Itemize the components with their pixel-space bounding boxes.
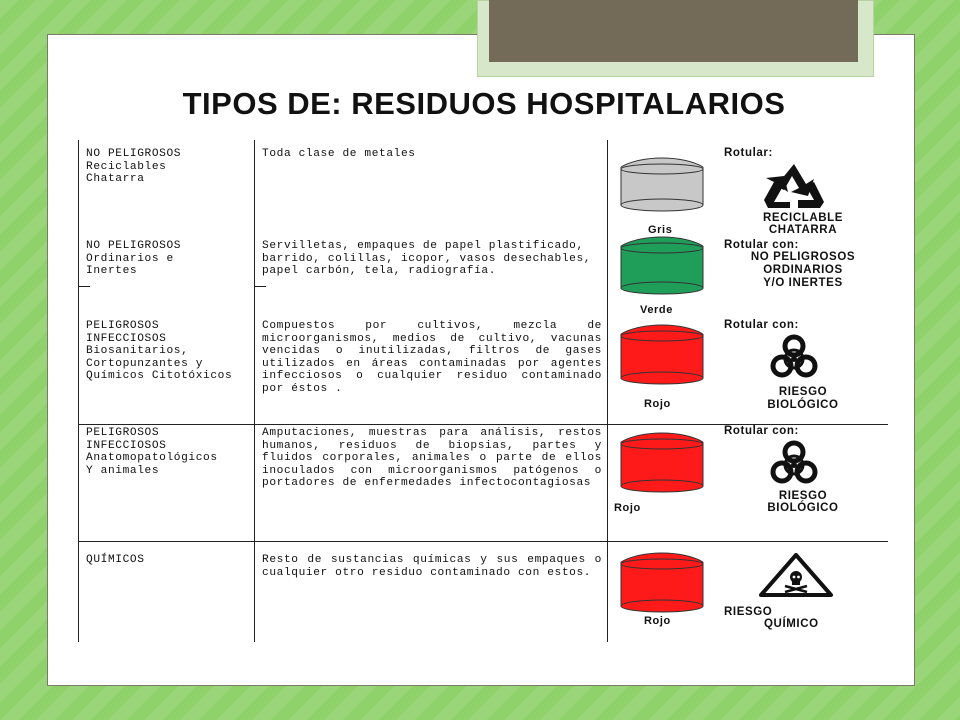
row-2-rotular: Rotular con: bbox=[724, 239, 799, 251]
table-divider-col1 bbox=[254, 140, 255, 642]
row-2-leyenda-2: ORDINARIOS bbox=[763, 264, 843, 276]
row-5-color-label: Rojo bbox=[644, 615, 671, 627]
row-divider bbox=[78, 286, 90, 287]
row-4-descripcion: Amputaciones, muestras para análisis, restos humanos, residuos de biopsias, partes y fluidos corporales, animales o parte de ellos inoculados con microorganismos patógenos o portadores de enfermedades infectocontagiosas bbox=[262, 427, 602, 490]
biohazard-icon bbox=[754, 438, 834, 488]
green-bin-icon bbox=[617, 232, 707, 300]
row-4-tipo: PELIGROSOS INFECCIOSOS Anatomopatológicos Y animales bbox=[86, 427, 218, 477]
row-divider bbox=[78, 541, 888, 542]
row-4-rotular: Rotular con: bbox=[724, 425, 799, 437]
row-divider bbox=[254, 286, 266, 287]
row-1-leyenda-1: RECICLABLE bbox=[762, 212, 844, 224]
row-5-tipo: QUÍMICOS bbox=[86, 554, 145, 566]
red-bin-icon bbox=[617, 428, 707, 498]
title-tab bbox=[489, 0, 858, 62]
biohazard-icon bbox=[754, 332, 834, 382]
row-5-leyenda-2: QUÍMICO bbox=[764, 618, 819, 630]
row-1-tipo: NO PELIGROSOS Reciclables Chatarra bbox=[86, 148, 182, 186]
recycle-icon bbox=[754, 160, 834, 210]
row-4-leyenda-1: RIESGO bbox=[778, 490, 828, 502]
row-4-color-label: Rojo bbox=[614, 502, 641, 514]
slide-title: TIPOS DE: RESIDUOS HOSPITALARIOS bbox=[182, 86, 786, 121]
row-4-leyenda-2: BIOLÓGICO bbox=[767, 502, 839, 514]
waste-table bbox=[78, 140, 888, 642]
row-3-tipo: PELIGROSOS INFECCIOSOS Biosanitarios, Cortopunzantes y Químicos Citotóxicos bbox=[86, 320, 233, 383]
red-bin-icon bbox=[617, 320, 707, 390]
row-2-leyenda-3: Y/O INERTES bbox=[763, 277, 843, 289]
row-2-tipo: NO PELIGROSOS Ordinarios e Inertes bbox=[86, 240, 182, 278]
row-1-descripcion: Toda clase de metales bbox=[262, 148, 416, 160]
row-3-leyenda-2: BIOLÓGICO bbox=[767, 399, 839, 411]
row-1-rotular: Rotular: bbox=[724, 147, 773, 159]
row-2-color-label: Verde bbox=[640, 304, 673, 316]
table-divider-col2 bbox=[607, 140, 608, 642]
row-5-leyenda-1: RIESGO bbox=[724, 606, 773, 618]
row-1-color-label: Gris bbox=[648, 224, 673, 236]
row-3-rotular: Rotular con: bbox=[724, 319, 799, 331]
row-2-descripcion: Servilletas, empaques de papel plastificado, barrido, colillas, icopor, vasos desechables, papel carbón, tela, radiografía. bbox=[262, 240, 592, 278]
row-5-descripcion: Resto de sustancias químicas y sus empaques o cualquier otro residuo contaminado con estos. bbox=[262, 554, 602, 579]
row-3-descripcion: Compuestos por cultivos, mezcla de microorganismos, medios de cultivo, vacunas vencidas o inutilizadas, filtros de gases utilizados en áreas contaminadas por agentes infecciosos o cualquier residuo contaminado por éstos . bbox=[262, 320, 602, 395]
row-1-leyenda-2: CHATARRA bbox=[768, 224, 838, 236]
gray-bin-icon bbox=[617, 155, 707, 217]
red-bin-icon bbox=[617, 548, 707, 618]
table-border-left bbox=[78, 140, 79, 642]
row-3-color-label: Rojo bbox=[644, 398, 671, 410]
row-2-leyenda-1: NO PELIGROSOS bbox=[750, 251, 856, 263]
skull-warning-icon bbox=[758, 552, 834, 598]
row-3-leyenda-1: RIESGO bbox=[778, 386, 828, 398]
